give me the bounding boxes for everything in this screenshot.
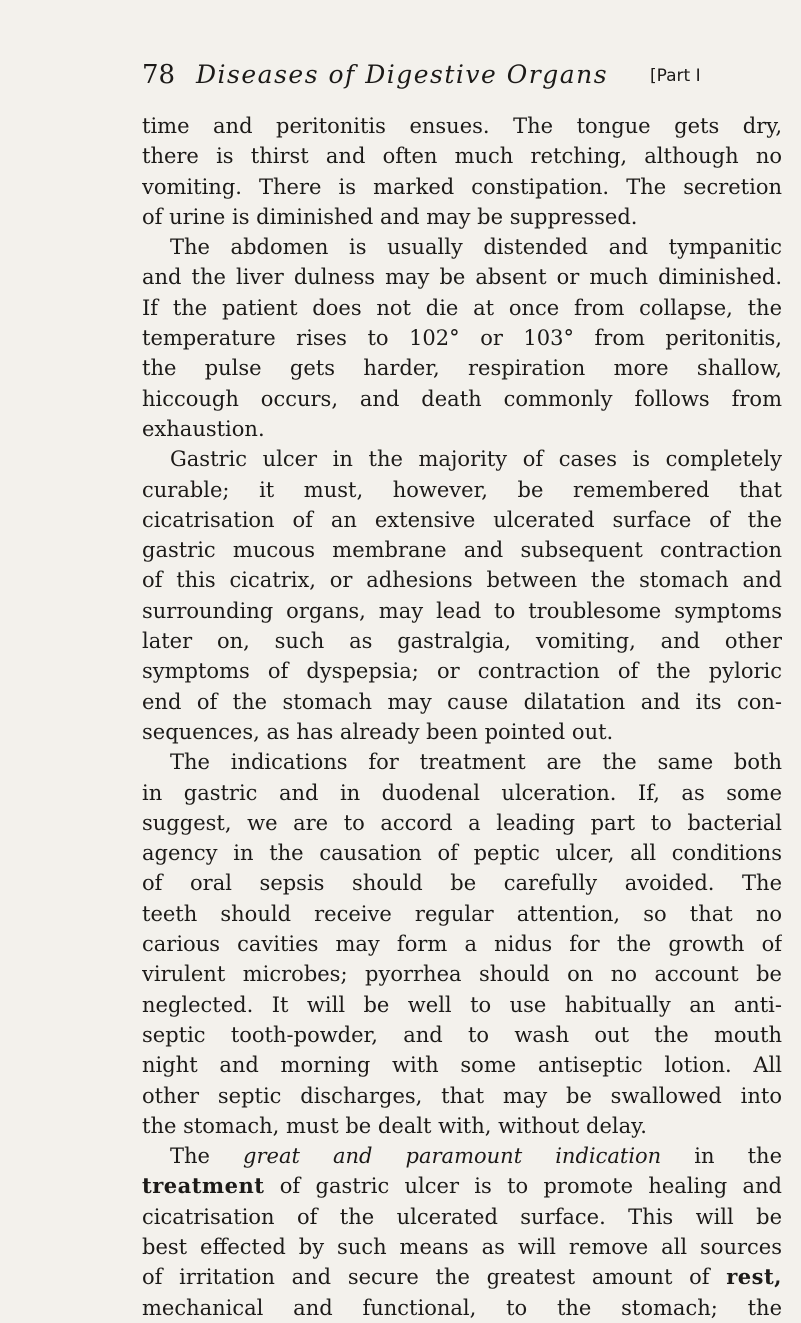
text-line: sequences, as has already been pointed out.	[142, 719, 614, 744]
text-line: agency in the causation of peptic ulcer, all conditions	[142, 841, 782, 866]
text-line: end of the stomach may cause dilatation and its con-	[142, 689, 782, 714]
text-line: time and peritonitis ensues. The tongue gets dry,	[142, 114, 782, 138]
text-line	[142, 1141, 782, 1171]
page-number: 78	[142, 60, 176, 90]
text-line: carious cavities may form a nidus for the growth of	[142, 932, 782, 957]
text-line: virulent microbes; pyorrhea should on no account be	[142, 962, 782, 987]
text-line: teeth should receive regular attention, so that no	[142, 901, 782, 926]
text-line: septic tooth-powder, and to wash out the mouth	[142, 1022, 782, 1047]
bold-text: treatment	[142, 1173, 265, 1199]
text-line: of urine is diminished and may be suppressed.	[142, 204, 638, 229]
text-line: If the patient does not die at once from collapse, the	[142, 295, 782, 320]
text-line: cicatrisation of an extensive ulcerated surface of the	[142, 507, 782, 532]
bold-text: rest,	[726, 1264, 782, 1290]
part-label: [Part I	[650, 66, 701, 86]
text-line: of oral sepsis should be carefully avoided. The	[142, 871, 782, 896]
text-line: night and morning with some antiseptic lotion. All	[142, 1053, 782, 1078]
text-line: and the liver dulness may be absent or much diminished.	[142, 265, 782, 290]
text-line: curable; it must, however, be remembered that	[142, 477, 782, 502]
body-text	[142, 111, 782, 1323]
text-line: gastric mucous membrane and subsequent contraction	[142, 538, 782, 563]
text-run: The	[170, 1144, 244, 1169]
text-line: The indications for treatment are the same both	[170, 750, 782, 775]
text-line: Gastric ulcer in the majority of cases is completely	[170, 447, 782, 472]
text-line: neglected. It will be well to use habitually an anti-	[142, 992, 782, 1017]
running-head	[142, 60, 782, 96]
text-line: the pulse gets harder, respiration more shallow,	[142, 356, 782, 381]
text-line: exhaustion.	[142, 416, 265, 441]
text-line: cicatrisation of the ulcerated surface. This will be	[142, 1204, 782, 1229]
text-run: of gastric ulcer is to promote healing and	[264, 1174, 782, 1199]
text-line: later on, such as gastralgia, vomiting, and other	[142, 629, 782, 654]
text-run: in the	[661, 1144, 782, 1169]
text-line: The abdomen is usually distended and tympanitic	[170, 235, 782, 260]
text-line: vomiting. There is marked constipation. The secretion	[142, 174, 782, 199]
text-line: there is thirst and often much retching, although no	[142, 144, 782, 169]
text-line: in gastric and in duodenal ulceration. If, as some	[142, 780, 782, 805]
text-line: the stomach, must be dealt with, without delay.	[142, 1113, 647, 1138]
text-line: hiccough occurs, and death commonly follows from	[142, 386, 782, 411]
text-line	[142, 1171, 782, 1201]
text-line: other septic discharges, that may be swallowed into	[142, 1083, 782, 1108]
text-line: mechanical and functional, to the stomach; the	[142, 1295, 782, 1320]
text-line: temperature rises to 102° or 103° from peritonitis,	[142, 326, 782, 351]
text-run: of irritation and secure the greatest amount of	[142, 1265, 727, 1290]
text-line: suggest, we are to accord a leading part to bacterial	[142, 810, 782, 835]
text-line: of this cicatrix, or adhesions between the stomach and	[142, 568, 782, 593]
text-line: best effected by such means as will remove all sources	[142, 1234, 782, 1259]
text-line	[142, 1262, 782, 1292]
running-title: Diseases of Digestive Organs	[196, 60, 609, 89]
emphasis-text: great and paramount indication	[243, 1144, 662, 1169]
text-line: surrounding organs, may lead to troublesome symptoms	[142, 598, 782, 623]
text-line: symptoms of dyspepsia; or contraction of the pyloric	[142, 659, 782, 684]
